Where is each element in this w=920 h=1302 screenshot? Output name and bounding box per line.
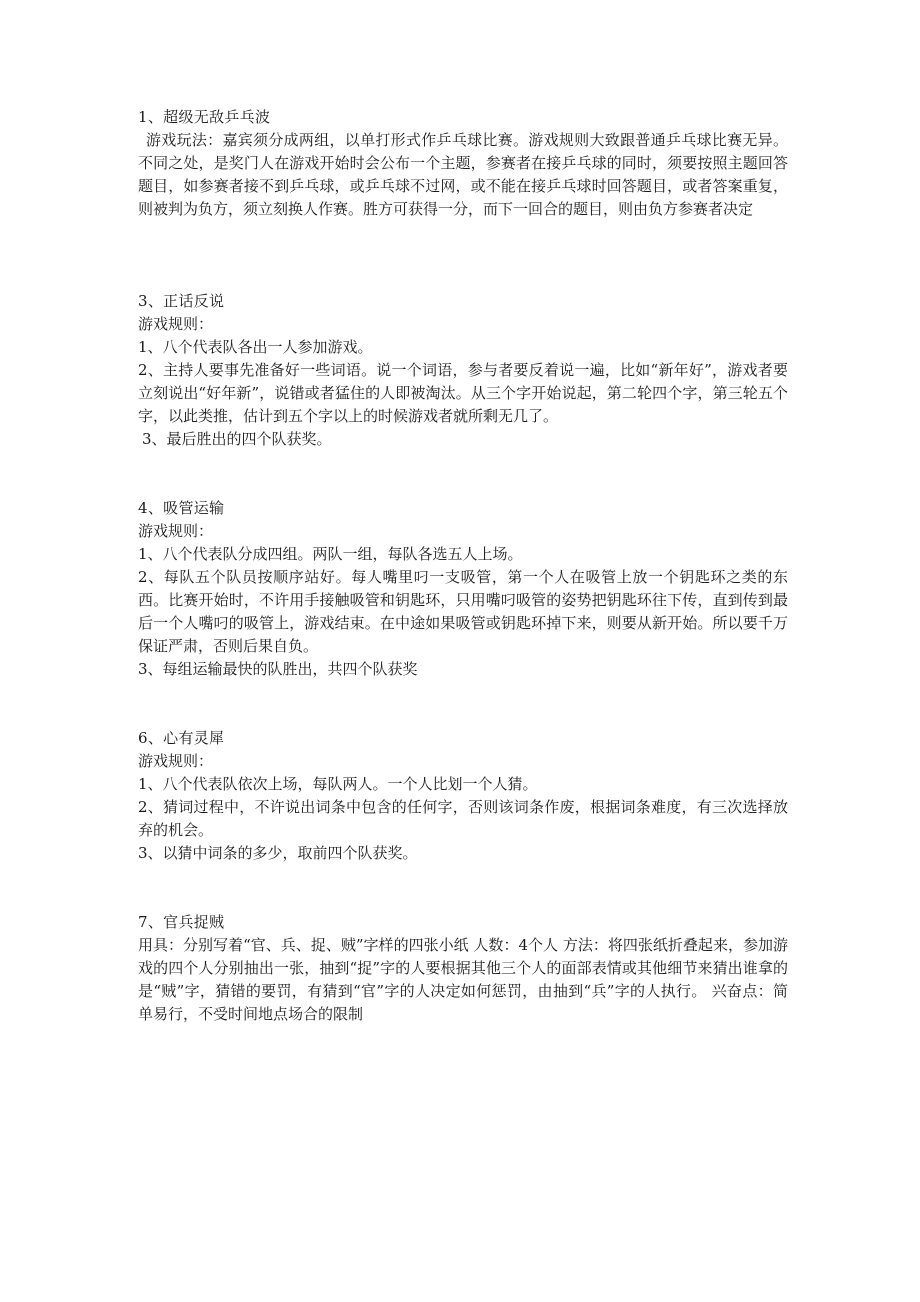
spacer <box>138 221 788 290</box>
paragraph: 游戏规则： <box>138 522 214 540</box>
paragraph: 2、猜词过程中，不许说出词条中包含的任何字，否则该词条作废，根据词条难度，有三次选择放弃的机会。 <box>138 798 788 839</box>
section-1 <box>138 106 788 221</box>
paragraph: 3、以猜中词条的多少，取前四个队获奖。 <box>138 844 418 862</box>
document-body <box>138 106 788 1026</box>
paragraph: 3、每组运输最快的队胜出，共四个队获奖 <box>138 660 418 678</box>
section-title: 4、吸管运输 <box>138 499 225 517</box>
spacer <box>138 865 788 911</box>
section-4 <box>138 497 788 681</box>
paragraph: 用具：分别写着“官、兵、捉、贼”字样的四张小纸 人数：4个人 方法：将四张纸折叠起来，参加游戏的四个人分别抽出一张，抽到“捉”字的人要根据其他三个人的面部表情或其他细节来猜出谁拿的是“贼”字，猜错的要罚，有猜到“官”字的人决定如何惩罚，由抽到“兵”字的人执行。 兴奋点：简单易行，不受时间地点场合的限制 <box>138 936 788 1023</box>
spacer <box>138 681 788 727</box>
section-3 <box>138 290 788 451</box>
paragraph: 1、八个代表队各出一人参加游戏。 <box>138 338 373 356</box>
paragraph: 2、每队五个队员按顺序站好。每人嘴里叼一支吸管，第一个人在吸管上放一个钥匙环之类的东西。比赛开始时，不许用手接触吸管和钥匙环，只用嘴叼吸管的姿势把钥匙环往下传，直到传到最后一个人嘴叼的吸管上，游戏结束。在中途如果吸管或钥匙环掉下来，则要从新开始。所以要千万保证严肃，否则后果自负。 <box>138 568 788 655</box>
section-title: 7、官兵捉贼 <box>138 913 225 931</box>
paragraph: 2、主持人要事先准备好一些词语。说一个词语，参与者要反着说一遍，比如“新年好”，游戏者要立刻说出“好年新”，说错或者猛住的人即被淘汰。从三个字开始说起，第二轮四个字，第三轮五个字，以此类推，估计到五个字以上的时候游戏者就所剩无几了。 <box>138 361 788 425</box>
section-title: 1、超级无敌乒乓波 <box>138 108 271 126</box>
paragraph: 1、八个代表队分成四组。两队一组，每队各选五人上场。 <box>138 545 523 563</box>
paragraph: 游戏规则： <box>138 752 214 770</box>
paragraph: 游戏规则： <box>138 315 214 333</box>
paragraph: 3、最后胜出的四个队获奖。 <box>142 430 332 448</box>
paragraph: 1、八个代表队依次上场，每队两人。一个人比划一个人猜。 <box>138 775 538 793</box>
paragraph: 游戏玩法：嘉宾须分成两组，以单打形式作乒乓球比赛。游戏规则大致跟普通乒乓球比赛无异。不同之处，是奖门人在游戏开始时会公布一个主题，参赛者在接乒乓球的同时，须要按照主题回答题目，如参赛者接不到乒乓球，或乒乓球不过网，或不能在接乒乓球时回答题目，或者答案重复，则被判为负方，须立刻换人作赛。胜方可获得一分，而下一回合的题目，则由负方参赛者决定 <box>138 131 788 218</box>
section-title: 6、心有灵犀 <box>138 729 225 747</box>
section-7 <box>138 911 788 1026</box>
section-title: 3、正话反说 <box>138 292 225 310</box>
spacer <box>138 451 788 497</box>
section-6 <box>138 727 788 865</box>
